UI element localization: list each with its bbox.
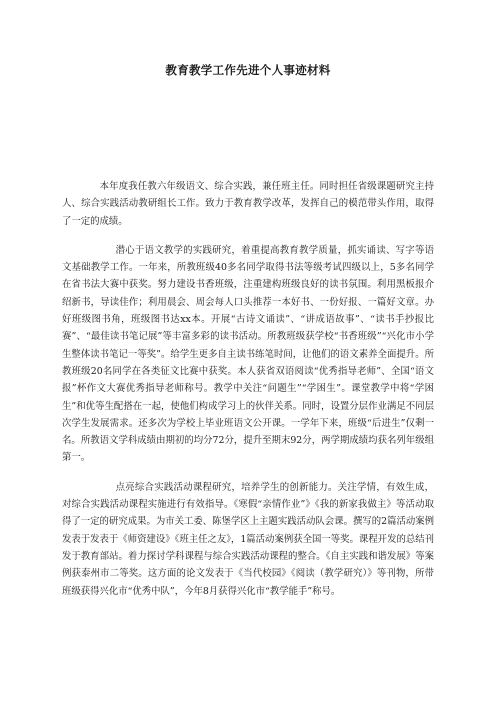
paragraph-practice-activities: 点亮综合实践活动课程研究，培养学生的创新能力。关注学情，有效生成，对综合实践活动课程实施进行有效指导。《寒假“亲情作业”》《我的新家我做主》等活动取得了一定的研究成果。为市关工委、陈堡学区上主题实践活动队会课。撰写的2篇活动案例发表于发表于《师资建设》《班主任之友》，1篇活动案例获全国一等奖。课程开发的总结刊发于教育部站。着力探讨学科课程与综合实践活动课程的整合。《自主实践和谐发展》等案例获泰州市二等奖。这方面的论文发表于《当代校园》《阅读（教学研究）》等刊物，所带班级获得兴化市“优秀中队”，今年8月获得兴化市“教学能手”称号。 [62,481,434,597]
document-title: 教育教学工作先进个人事迹材料 [165,63,331,77]
paragraph-chinese-teaching: 潜心于语文教学的实践研究，着重提高教育教学质量，抓实诵读、写字等语文基础教学工作。一年来，所教班级40多名同学取得书法等级考试四级以上，5多名同学在省书法大赛中获奖。努力建设书香班级，注重建构班级良好的读书氛围。利用黑板报介绍新书，导读佳作；利用晨会、周会每人口头推荐一本好书、一份好报、一篇好文章。办好班级图书角，班级图书达xx本。开展“古诗文诵读”、“讲成语故事”、“读书手抄报比赛”、“最佳读书笔记展”等丰富多彩的读书活动。所教班级获学校“书香班级”“兴化市小学生整体读书笔记一等奖”。给学生更多自主读书练笔时间，让他们的语文素养全面提升。所教班级20名同学在各类征文比赛中获奖。本人获省双语阅读“优秀指导老师”、全国“语文报”杯作文大赛优秀指导老师称号。教学中关注“问题生”“学困生”。课堂教学中将“学困生”和优等生配搭在一起，使他们构成学习上的伙伴关系。同时，设置分层作业满足不同层次学生发展需求。还多次为学校上毕业班语文公开课。一学年下来，班级“后进生”仅剩一名。所教语文学科成绩由期初的均分72分，提升至期末92分，两学期成绩均获名列年级组第一。 [62,244,434,464]
paragraph-intro: 本年度我任教六年级语文、综合实践，兼任班主任。同时担任省级课题研究主持人、综合实践活动教研组长工作。致力于教育教学改革，发挥自己的模范带头作用，取得了一定的成绩。 [62,181,434,227]
document-body [62,178,434,612]
